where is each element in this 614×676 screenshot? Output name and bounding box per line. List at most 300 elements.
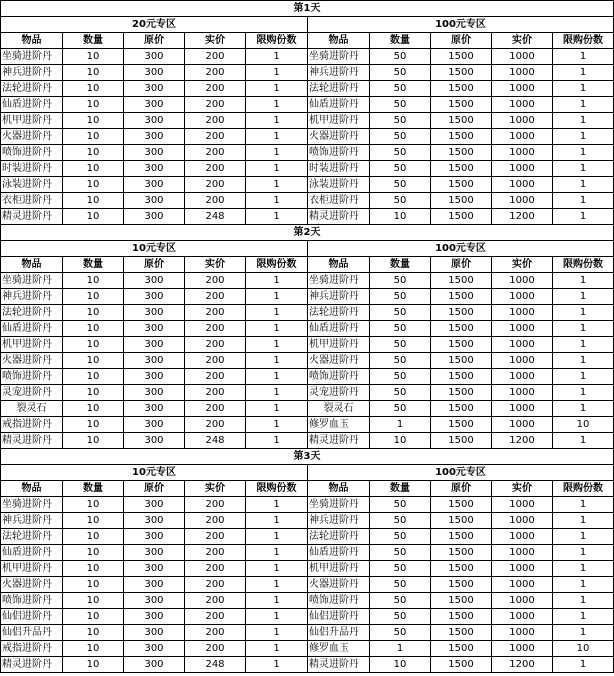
item-original-price: 1500	[431, 577, 492, 593]
item-quantity: 50	[370, 97, 431, 113]
item-actual-price: 200	[185, 561, 246, 577]
item-quantity: 10	[63, 545, 124, 561]
item-original-price: 300	[124, 145, 185, 161]
item-purchase-limit: 1	[553, 433, 614, 449]
item-original-price: 300	[124, 289, 185, 305]
item-name: 坐骑进阶丹	[1, 49, 63, 65]
item-purchase-limit: 1	[553, 529, 614, 545]
item-name: 仙盾进阶丹	[1, 321, 63, 337]
column-header: 数量	[370, 257, 431, 273]
column-header: 原价	[124, 481, 185, 497]
item-purchase-limit: 1	[553, 321, 614, 337]
item-original-price: 1500	[431, 369, 492, 385]
item-actual-price: 200	[185, 577, 246, 593]
item-name: 机甲进阶丹	[1, 561, 63, 577]
item-actual-price: 1000	[492, 273, 553, 289]
item-original-price: 300	[124, 161, 185, 177]
item-purchase-limit: 1	[553, 81, 614, 97]
item-actual-price: 200	[185, 289, 246, 305]
item-actual-price: 200	[185, 273, 246, 289]
item-quantity: 10	[63, 513, 124, 529]
item-quantity: 50	[370, 577, 431, 593]
item-quantity: 10	[63, 81, 124, 97]
item-original-price: 1500	[431, 353, 492, 369]
item-name: 仙侣进阶丹	[1, 609, 63, 625]
item-name: 神兵进阶丹	[1, 513, 63, 529]
item-name: 机甲进阶丹	[308, 561, 370, 577]
item-actual-price: 1000	[492, 641, 553, 657]
item-name: 法轮进阶丹	[1, 305, 63, 321]
column-header: 数量	[63, 481, 124, 497]
column-header: 原价	[124, 257, 185, 273]
item-original-price: 1500	[431, 497, 492, 513]
item-purchase-limit: 1	[246, 65, 308, 81]
item-quantity: 50	[370, 497, 431, 513]
item-row	[1, 81, 614, 97]
item-purchase-limit: 1	[246, 417, 308, 433]
item-purchase-limit: 1	[246, 433, 308, 449]
item-purchase-limit: 1	[246, 193, 308, 209]
item-purchase-limit: 1	[246, 593, 308, 609]
item-quantity: 50	[370, 513, 431, 529]
item-quantity: 50	[370, 305, 431, 321]
column-header: 限购份数	[553, 481, 614, 497]
item-purchase-limit: 1	[553, 561, 614, 577]
item-row	[1, 129, 614, 145]
item-original-price: 1500	[431, 529, 492, 545]
item-quantity: 1	[370, 641, 431, 657]
item-quantity: 10	[63, 369, 124, 385]
item-original-price: 300	[124, 625, 185, 641]
item-name: 时装进阶丹	[1, 161, 63, 177]
item-actual-price: 1000	[492, 97, 553, 113]
item-quantity: 50	[370, 529, 431, 545]
day-title-row	[1, 1, 614, 17]
right-zone-title: 100元专区	[308, 465, 614, 481]
column-header: 物品	[1, 257, 63, 273]
item-actual-price: 200	[185, 369, 246, 385]
item-actual-price: 248	[185, 209, 246, 225]
item-quantity: 10	[63, 433, 124, 449]
item-purchase-limit: 1	[553, 145, 614, 161]
item-actual-price: 1000	[492, 497, 553, 513]
column-header: 物品	[308, 481, 370, 497]
item-purchase-limit: 1	[246, 305, 308, 321]
item-actual-price: 200	[185, 513, 246, 529]
item-actual-price: 1000	[492, 65, 553, 81]
item-name: 喷饰进阶丹	[1, 369, 63, 385]
item-original-price: 300	[124, 129, 185, 145]
item-quantity: 10	[63, 577, 124, 593]
item-original-price: 300	[124, 561, 185, 577]
item-name: 火器进阶丹	[308, 353, 370, 369]
item-purchase-limit: 1	[246, 369, 308, 385]
item-quantity: 50	[370, 593, 431, 609]
item-name: 泳装进阶丹	[308, 177, 370, 193]
item-original-price: 1500	[431, 385, 492, 401]
item-purchase-limit: 1	[246, 321, 308, 337]
item-quantity: 50	[370, 337, 431, 353]
item-purchase-limit: 1	[553, 353, 614, 369]
column-header-row	[1, 257, 614, 273]
item-original-price: 1500	[431, 289, 492, 305]
item-original-price: 1500	[431, 177, 492, 193]
item-original-price: 300	[124, 513, 185, 529]
item-name: 机甲进阶丹	[1, 113, 63, 129]
item-actual-price: 1000	[492, 289, 553, 305]
item-name: 裂灵石	[308, 401, 370, 417]
item-purchase-limit: 1	[553, 369, 614, 385]
item-actual-price: 1000	[492, 401, 553, 417]
item-original-price: 300	[124, 529, 185, 545]
item-row	[1, 497, 614, 513]
item-quantity: 50	[370, 161, 431, 177]
item-purchase-limit: 1	[553, 609, 614, 625]
item-row	[1, 385, 614, 401]
item-quantity: 50	[370, 81, 431, 97]
item-name: 神兵进阶丹	[1, 289, 63, 305]
item-original-price: 1500	[431, 657, 492, 673]
item-name: 戒指进阶丹	[1, 417, 63, 433]
zone-header-row	[1, 241, 614, 257]
item-actual-price: 200	[185, 161, 246, 177]
day-title: 第1天	[1, 1, 614, 17]
item-quantity: 10	[63, 593, 124, 609]
item-name: 神兵进阶丹	[308, 289, 370, 305]
item-original-price: 1500	[431, 609, 492, 625]
item-quantity: 10	[63, 353, 124, 369]
item-quantity: 50	[370, 369, 431, 385]
item-name: 神兵进阶丹	[308, 65, 370, 81]
item-name: 坐骑进阶丹	[308, 497, 370, 513]
item-row	[1, 513, 614, 529]
right-zone-title: 100元专区	[308, 17, 614, 33]
item-quantity: 10	[63, 289, 124, 305]
item-name: 神兵进阶丹	[1, 65, 63, 81]
item-original-price: 300	[124, 81, 185, 97]
item-purchase-limit: 1	[553, 401, 614, 417]
item-actual-price: 1000	[492, 561, 553, 577]
item-purchase-limit: 1	[246, 609, 308, 625]
item-original-price: 1500	[431, 561, 492, 577]
item-quantity: 10	[63, 497, 124, 513]
column-header-row	[1, 481, 614, 497]
item-purchase-limit: 1	[246, 529, 308, 545]
item-original-price: 300	[124, 401, 185, 417]
item-row	[1, 289, 614, 305]
item-actual-price: 200	[185, 65, 246, 81]
item-row	[1, 65, 614, 81]
item-purchase-limit: 1	[553, 273, 614, 289]
item-purchase-limit: 1	[246, 577, 308, 593]
item-name: 火器进阶丹	[1, 129, 63, 145]
item-row	[1, 337, 614, 353]
item-name: 法轮进阶丹	[308, 81, 370, 97]
item-row	[1, 577, 614, 593]
item-purchase-limit: 1	[246, 513, 308, 529]
item-name: 喷饰进阶丹	[308, 369, 370, 385]
column-header: 物品	[1, 33, 63, 49]
item-actual-price: 1000	[492, 513, 553, 529]
column-header: 数量	[370, 33, 431, 49]
item-actual-price: 200	[185, 321, 246, 337]
item-row	[1, 209, 614, 225]
item-actual-price: 1000	[492, 145, 553, 161]
item-name: 修罗血玉	[308, 417, 370, 433]
item-purchase-limit: 1	[553, 289, 614, 305]
item-row	[1, 145, 614, 161]
item-purchase-limit: 1	[246, 641, 308, 657]
item-purchase-limit: 1	[246, 49, 308, 65]
item-actual-price: 248	[185, 657, 246, 673]
item-original-price: 1500	[431, 513, 492, 529]
item-original-price: 300	[124, 273, 185, 289]
item-actual-price: 1200	[492, 433, 553, 449]
item-actual-price: 1000	[492, 385, 553, 401]
item-name: 坐骑进阶丹	[308, 273, 370, 289]
item-purchase-limit: 1	[246, 657, 308, 673]
item-quantity: 10	[63, 97, 124, 113]
item-quantity: 50	[370, 193, 431, 209]
item-name: 灵宠进阶丹	[1, 385, 63, 401]
item-row	[1, 321, 614, 337]
item-actual-price: 1000	[492, 593, 553, 609]
column-header: 限购份数	[246, 33, 308, 49]
item-quantity: 10	[63, 641, 124, 657]
item-name: 精灵进阶丹	[1, 209, 63, 225]
item-purchase-limit: 1	[553, 497, 614, 513]
item-name: 火器进阶丹	[308, 129, 370, 145]
item-original-price: 1500	[431, 321, 492, 337]
item-actual-price: 200	[185, 337, 246, 353]
right-zone-title: 100元专区	[308, 241, 614, 257]
item-quantity: 10	[63, 305, 124, 321]
item-actual-price: 200	[185, 529, 246, 545]
item-name: 坐骑进阶丹	[1, 497, 63, 513]
column-header: 实价	[185, 257, 246, 273]
item-purchase-limit: 1	[553, 545, 614, 561]
day-title-row	[1, 449, 614, 465]
item-quantity: 10	[63, 417, 124, 433]
item-actual-price: 200	[185, 609, 246, 625]
item-quantity: 10	[63, 337, 124, 353]
item-actual-price: 200	[185, 193, 246, 209]
item-original-price: 300	[124, 545, 185, 561]
item-original-price: 300	[124, 369, 185, 385]
item-original-price: 300	[124, 385, 185, 401]
item-actual-price: 1000	[492, 609, 553, 625]
item-purchase-limit: 1	[246, 97, 308, 113]
item-purchase-limit: 1	[246, 177, 308, 193]
item-purchase-limit: 10	[553, 417, 614, 433]
item-name: 机甲进阶丹	[1, 337, 63, 353]
column-header: 数量	[370, 481, 431, 497]
item-row	[1, 273, 614, 289]
item-original-price: 1500	[431, 161, 492, 177]
column-header: 限购份数	[553, 33, 614, 49]
item-actual-price: 1000	[492, 577, 553, 593]
column-header: 实价	[492, 33, 553, 49]
column-header: 实价	[492, 481, 553, 497]
item-quantity: 50	[370, 321, 431, 337]
item-name: 火器进阶丹	[1, 577, 63, 593]
item-actual-price: 1000	[492, 545, 553, 561]
item-purchase-limit: 1	[246, 145, 308, 161]
item-original-price: 300	[124, 417, 185, 433]
item-original-price: 300	[124, 353, 185, 369]
item-original-price: 300	[124, 113, 185, 129]
item-row	[1, 113, 614, 129]
item-purchase-limit: 1	[246, 161, 308, 177]
item-original-price: 300	[124, 305, 185, 321]
item-name: 灵宠进阶丹	[308, 385, 370, 401]
item-quantity: 10	[63, 625, 124, 641]
item-name: 精灵进阶丹	[308, 433, 370, 449]
item-name: 修罗血玉	[308, 641, 370, 657]
item-actual-price: 1000	[492, 321, 553, 337]
column-header: 物品	[308, 33, 370, 49]
item-purchase-limit: 10	[553, 641, 614, 657]
day-title: 第2天	[1, 225, 614, 241]
item-row	[1, 401, 614, 417]
item-actual-price: 200	[185, 625, 246, 641]
item-original-price: 1500	[431, 113, 492, 129]
item-original-price: 1500	[431, 433, 492, 449]
item-name: 仙盾进阶丹	[1, 545, 63, 561]
item-actual-price: 1000	[492, 417, 553, 433]
item-quantity: 50	[370, 561, 431, 577]
item-purchase-limit: 1	[246, 545, 308, 561]
item-quantity: 10	[63, 561, 124, 577]
item-row	[1, 161, 614, 177]
item-purchase-limit: 1	[553, 577, 614, 593]
item-actual-price: 1200	[492, 209, 553, 225]
item-actual-price: 200	[185, 401, 246, 417]
item-row	[1, 417, 614, 433]
item-quantity: 10	[63, 529, 124, 545]
item-purchase-limit: 1	[553, 385, 614, 401]
item-purchase-limit: 1	[553, 337, 614, 353]
item-original-price: 1500	[431, 273, 492, 289]
item-original-price: 300	[124, 193, 185, 209]
column-header: 限购份数	[246, 257, 308, 273]
item-original-price: 300	[124, 337, 185, 353]
item-quantity: 10	[63, 385, 124, 401]
item-purchase-limit: 1	[553, 65, 614, 81]
item-name: 戒指进阶丹	[1, 641, 63, 657]
day-title: 第3天	[1, 449, 614, 465]
item-original-price: 1500	[431, 641, 492, 657]
item-quantity: 50	[370, 49, 431, 65]
item-actual-price: 1000	[492, 529, 553, 545]
item-actual-price: 1000	[492, 337, 553, 353]
item-actual-price: 1000	[492, 129, 553, 145]
item-actual-price: 1000	[492, 81, 553, 97]
item-purchase-limit: 1	[246, 113, 308, 129]
item-quantity: 50	[370, 145, 431, 161]
item-actual-price: 1000	[492, 49, 553, 65]
item-quantity: 50	[370, 177, 431, 193]
item-quantity: 10	[63, 161, 124, 177]
item-original-price: 1500	[431, 97, 492, 113]
item-actual-price: 200	[185, 113, 246, 129]
column-header: 实价	[185, 481, 246, 497]
item-quantity: 10	[63, 113, 124, 129]
item-actual-price: 200	[185, 497, 246, 513]
item-quantity: 10	[63, 49, 124, 65]
item-name: 法轮进阶丹	[308, 305, 370, 321]
left-zone-title: 20元专区	[1, 17, 308, 33]
item-quantity: 10	[63, 145, 124, 161]
item-name: 泳装进阶丹	[1, 177, 63, 193]
column-header: 物品	[1, 481, 63, 497]
item-actual-price: 200	[185, 417, 246, 433]
item-actual-price: 200	[185, 545, 246, 561]
column-header: 原价	[124, 33, 185, 49]
item-original-price: 300	[124, 641, 185, 657]
item-original-price: 1500	[431, 401, 492, 417]
item-original-price: 300	[124, 49, 185, 65]
column-header: 实价	[185, 33, 246, 49]
item-name: 喷饰进阶丹	[1, 593, 63, 609]
item-actual-price: 200	[185, 97, 246, 113]
item-original-price: 300	[124, 657, 185, 673]
item-quantity: 10	[63, 657, 124, 673]
item-actual-price: 200	[185, 593, 246, 609]
item-name: 法轮进阶丹	[308, 529, 370, 545]
item-actual-price: 200	[185, 641, 246, 657]
item-name: 裂灵石	[1, 401, 63, 417]
item-purchase-limit: 1	[553, 113, 614, 129]
item-original-price: 1500	[431, 625, 492, 641]
column-header: 数量	[63, 33, 124, 49]
item-original-price: 1500	[431, 417, 492, 433]
item-original-price: 300	[124, 321, 185, 337]
item-purchase-limit: 1	[553, 209, 614, 225]
item-original-price: 300	[124, 577, 185, 593]
item-original-price: 1500	[431, 193, 492, 209]
item-quantity: 50	[370, 113, 431, 129]
item-row	[1, 529, 614, 545]
item-purchase-limit: 1	[553, 593, 614, 609]
item-name: 机甲进阶丹	[308, 337, 370, 353]
item-row	[1, 369, 614, 385]
item-name: 精灵进阶丹	[1, 433, 63, 449]
item-quantity: 10	[370, 209, 431, 225]
zone-header-row	[1, 17, 614, 33]
item-quantity: 50	[370, 289, 431, 305]
item-actual-price: 1000	[492, 625, 553, 641]
item-original-price: 300	[124, 65, 185, 81]
item-quantity: 10	[63, 401, 124, 417]
item-row	[1, 625, 614, 641]
item-name: 仙侣升品丹	[1, 625, 63, 641]
item-purchase-limit: 1	[553, 161, 614, 177]
item-purchase-limit: 1	[246, 497, 308, 513]
item-purchase-limit: 1	[246, 337, 308, 353]
item-quantity: 50	[370, 401, 431, 417]
item-purchase-limit: 1	[553, 97, 614, 113]
column-header: 原价	[431, 33, 492, 49]
item-original-price: 300	[124, 497, 185, 513]
item-actual-price: 248	[185, 433, 246, 449]
item-name: 衣柜进阶丹	[1, 193, 63, 209]
item-quantity: 50	[370, 129, 431, 145]
item-name: 火器进阶丹	[1, 353, 63, 369]
item-actual-price: 200	[185, 385, 246, 401]
item-name: 喷饰进阶丹	[1, 145, 63, 161]
item-name: 衣柜进阶丹	[308, 193, 370, 209]
